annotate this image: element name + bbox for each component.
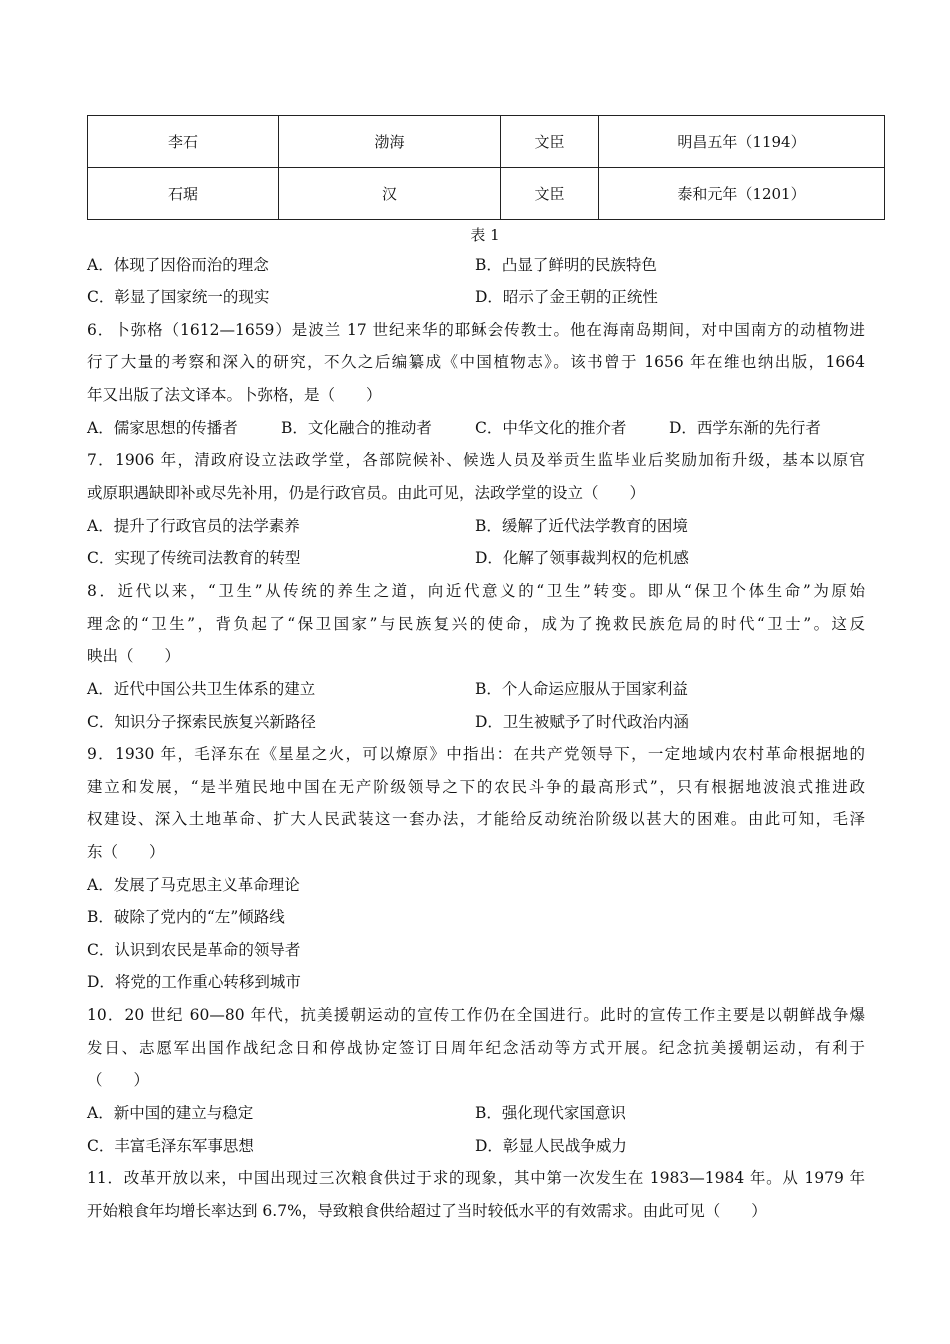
question-7-line: 或原职遇缺即补或尽先补用，仍是行政官员。由此可见，法政学堂的设立（ ） xyxy=(87,484,646,502)
table-cell: 石琚 xyxy=(88,168,279,220)
official-table xyxy=(87,115,885,220)
option-c: C．中华文化的推介者 xyxy=(475,419,627,437)
question-11-line: 11．改革开放以来，中国出现过三次粮食供过于求的现象，其中第一次发生在 1983—1984 年。从 1979 年 xyxy=(87,1169,865,1187)
table-caption: 表 1 xyxy=(470,226,500,244)
option-d: D．卫生被赋予了时代政治内涵 xyxy=(475,713,689,731)
question-9-line: 东（ ） xyxy=(87,843,165,861)
question-10-line: 发日、志愿军出国作战纪念日和停战协定签订日周年纪念活动等方式开展。纪念抗美援朝运动，有利于 xyxy=(87,1039,865,1057)
question-6-line: 年又出版了法文译本。卜弥格，是（ ） xyxy=(87,386,382,404)
option-c: C．认识到农民是革命的领导者 xyxy=(87,941,301,959)
question-8-line: 映出（ ） xyxy=(87,647,181,665)
question-9-line: 建立和发展，“是半殖民地中国在无产阶级领导之下的农民斗争的最高形式”，只有根据地波浪式推进政 xyxy=(87,778,865,796)
option-c: C．彰显了国家统一的现实 xyxy=(87,288,270,306)
option-c: C．实现了传统司法教育的转型 xyxy=(87,549,301,567)
table-cell: 文臣 xyxy=(501,116,599,168)
table-cell: 李石 xyxy=(88,116,279,168)
question-6-line: 6．卜弥格（1612—1659）是波兰 17 世纪来华的耶稣会传教士。他在海南岛期间，对中国南方的动植物进 xyxy=(87,321,865,339)
question-10-line: （ ） xyxy=(87,1071,150,1089)
option-b: B．凸显了鲜明的民族特色 xyxy=(475,256,657,274)
option-a: A．发展了马克思主义革命理论 xyxy=(87,876,300,894)
table-cell: 明昌五年（1194） xyxy=(599,116,885,168)
question-10-line: 10．20 世纪 60—80 年代，抗美援朝运动的宣传工作仍在全国进行。此时的宣传工作主要是以朝鲜战争爆 xyxy=(87,1006,865,1024)
question-11-line: 开始粮食年均增长率达到 6.7%，导致粮食供给超过了当时较低水平的有效需求。由此可见（ ） xyxy=(87,1202,767,1220)
table-row xyxy=(88,168,885,220)
question-7-line: 7．1906 年，清政府设立法政学堂，各部院候补、候选人员及举贡生监毕业后奖励加衔升级，基本以原官 xyxy=(87,451,865,469)
option-c: C．知识分子探索民族复兴新路径 xyxy=(87,713,316,731)
table-cell: 渤海 xyxy=(279,116,501,168)
option-a: A．新中国的建立与稳定 xyxy=(87,1104,254,1122)
option-d: D．昭示了金王朝的正统性 xyxy=(475,288,658,306)
option-d: D．彰显人民战争威力 xyxy=(475,1137,627,1155)
option-d: D．将党的工作重心转移到城市 xyxy=(87,973,301,991)
option-a: A．近代中国公共卫生体系的建立 xyxy=(87,680,316,698)
option-b: B．缓解了近代法学教育的困境 xyxy=(475,517,688,535)
option-b: B．破除了党内的“左”倾路线 xyxy=(87,908,285,926)
table-cell: 汉 xyxy=(279,168,501,220)
option-a: A．儒家思想的传播者 xyxy=(87,419,238,437)
option-b: B．个人命运应服从于国家利益 xyxy=(475,680,688,698)
option-d: D．西学东渐的先行者 xyxy=(669,419,821,437)
option-a: A．提升了行政官员的法学素养 xyxy=(87,517,300,535)
option-b: B．强化现代家国意识 xyxy=(475,1104,626,1122)
table-cell: 文臣 xyxy=(501,168,599,220)
option-d: D．化解了领事裁判权的危机感 xyxy=(475,549,689,567)
question-8-line: 8．近代以来，“卫生”从传统的养生之道，向近代意义的“卫生”转变。即从“保卫个体生命”为原始 xyxy=(87,582,865,600)
option-b: B．文化融合的推动者 xyxy=(281,419,432,437)
question-8-line: 理念的“卫生”，背负起了“保卫国家”与民族复兴的使命，成为了挽救民族危局的时代“卫士”。这反 xyxy=(87,615,865,633)
option-c: C．丰富毛泽东军事思想 xyxy=(87,1137,254,1155)
question-9-line: 权建设、深入土地革命、扩大人民武装这一套办法，才能给反动统治阶级以甚大的困难。由此可知，毛泽 xyxy=(87,810,865,828)
question-9-line: 9．1930 年，毛泽东在《星星之火，可以燎原》中指出：在共产党领导下，一定地域内农村革命根据地的 xyxy=(87,745,865,763)
question-6-line: 行了大量的考察和深入的研究，不久之后编纂成《中国植物志》。该书曾于 1656 年在维也纳出版，1664 xyxy=(87,353,865,371)
option-a: A．体现了因俗而治的理念 xyxy=(87,256,269,274)
table-row xyxy=(88,116,885,168)
table-cell: 泰和元年（1201） xyxy=(599,168,885,220)
